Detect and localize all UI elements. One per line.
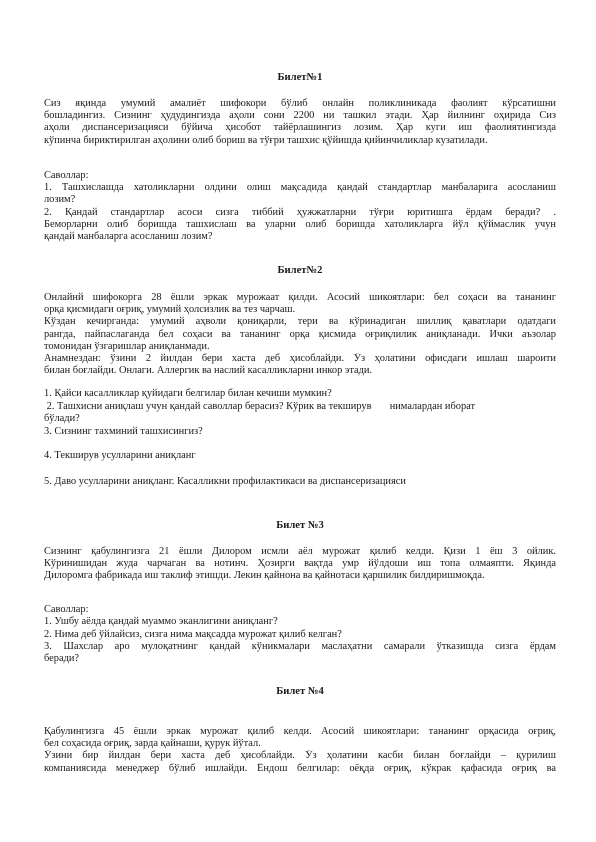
- ticket-3-title: Билет №3: [276, 520, 324, 531]
- ticket-3-case: [44, 546, 556, 583]
- text-line: 2. Ташхисни аниқлаш учун қандай саволлар берасиз? Кўрик ва текширув нималардан иборат: [44, 401, 476, 412]
- ticket-3-question-3: [44, 641, 556, 665]
- ticket-2-question-3: 3. Сизнинг тахминий ташхисингиз?: [44, 426, 203, 437]
- text-line: бел соҳасида оғриқ, зарда қайнаши, қурук йўтал.: [44, 738, 261, 750]
- text-line: 1. Ташхислашда хатоликларни олдини олиш мақсадида қандай стандартлар манбаларига асосланиш: [44, 182, 556, 193]
- text-line: кўпинча бириктирилган аҳолини олиб бориш ва тўғри ташхис қўйишда қийинчиликлар кузатилади.: [44, 134, 488, 146]
- text-line: Дилоромга фабрикада иш таклиф этишди. Лекин қайнона ва қайнотаси қаршилик билдиришмоқда.: [44, 570, 485, 582]
- text-line: лозим?: [44, 194, 76, 206]
- text-line: Кўринишидан жуда чарчаган ва нотинч. Ҳозирги вақтда умр йўлдоши иш топа олмаяпти. Яқинда: [44, 558, 556, 570]
- ticket-2-question-5: 5. Даво усулларини аниқланг. Касалликни профилактикаси ва диспансеризацияси: [44, 476, 406, 487]
- text-line: компаниясида менеджер бўлиб ишлайди. Ёндош белгилар: оёқда оғриқ, кўкрак қафасида оғриқ ва: [44, 762, 556, 774]
- text-line: томонидан ўзгаришлар аниқланмади.: [44, 340, 210, 352]
- text-line: Кўздан кечирганда: умумий аҳволи қониқарли, тери ва кўринадиган шиллиқ қаватлари одатдаги: [44, 316, 556, 328]
- ticket-2-title: Билет№2: [277, 265, 323, 276]
- ticket-2-question-4: 4. Текширув усулларини аниқланг: [44, 450, 196, 461]
- ticket-1-question-1: [44, 182, 556, 206]
- ticket-2-question-2: [44, 401, 556, 425]
- ticket-2-case: [44, 292, 556, 377]
- ticket-4-case: [44, 726, 556, 775]
- text-line: 3. Шахслар аро мулоқатнинг қандай кўникмалари маслаҳатни самарали ўтказишда сизга ёрдам: [44, 641, 556, 652]
- text-line: орқа қисмидаги оғриқ, умумий ҳолсизлик ва тез чарчаш.: [44, 304, 296, 316]
- text-line: Қабулингизга 45 ёшли эркак мурожат қилиб келди. Асосий шикоятлари: тананинг орқасида оғриқ,: [44, 726, 556, 737]
- ticket-1-case: [44, 98, 556, 147]
- text-line: Сизнинг қабулингизга 21 ёшли Дилором исмли аёл мурожат қилиб келди. Қизи 1 ёш 3 ойлик.: [44, 546, 556, 557]
- ticket-3-questions-label: Саволлар:: [44, 604, 89, 615]
- text-line: Онлайнй шифокорга 28 ёшли эркак мурожаат қилди. Асосий шикоятлари: бел соҳаси ва тананинг: [44, 292, 556, 303]
- text-line: аҳоли диспансеризацияси бўйича ҳисобот тайёрлашингиз лозим. Ҳар куги иш фаолиятингизда: [44, 122, 556, 134]
- text-line: Анамнездан: ўзини 2 йилдан бери хаста деб ҳисоблайди. Ўз ҳолатини офисдаги ишлаш шароити: [44, 353, 556, 365]
- ticket-3-question-2: 2. Нима деб ўйлайсиз, сизга нима мақсадда мурожат қилиб келган?: [44, 629, 342, 640]
- text-line: Беморларни олиб боришда ташхислаш ва уларни олиб боришда хатоликларга йўл қўймаслик учун: [44, 219, 556, 231]
- ticket-1-title: Билет№1: [277, 72, 323, 83]
- text-line: бошладингиз. Сизнинг ҳудудингизда аҳоли сони 2200 ни ташкил этади. Ҳар йилнинг оҳирида Сиз: [44, 110, 556, 122]
- ticket-3-question-1: 1. Ушбу аёлда қандай муаммо эканлигини аниқланг?: [44, 616, 278, 627]
- text-line: рангда, пайпаслаганда бел соҳаси ва тананинг орқа қисмида оғриқлилик аниқланади. Ички аъзолар: [44, 328, 556, 340]
- ticket-2-question-1: 1. Қайси касалликлар қуйидаги белгилар билан кечиши мумкин?: [44, 388, 332, 399]
- text-line: 2. Қандай стандартлар асоси сизга тиббий ҳужжатларни тўғри юритишга ёрдам беради? .: [44, 207, 556, 218]
- text-line: Сиз яқинда умумий амалиёт шифокори бўлиб онлайн поликлиникада фаолият кўрсатишни: [44, 98, 556, 109]
- text-line: беради?: [44, 653, 80, 665]
- ticket-1-question-2: [44, 207, 556, 244]
- text-line: Ўзини бир йилдан бери хаста деб ҳисоблайди. Ўз ҳолатини касби билан боғлайди – қурилиш: [44, 750, 556, 762]
- text-line: қандай манбаларга асосланиш лозим?: [44, 231, 213, 243]
- text-line: билан боғлайди. Онлаги. Аллергик ва наслий касалликларни инкор этади.: [44, 365, 373, 377]
- ticket-1-questions-label: Саволлар:: [44, 170, 89, 181]
- ticket-4-title: Билет №4: [276, 686, 324, 697]
- text-line: бўлади?: [44, 413, 80, 425]
